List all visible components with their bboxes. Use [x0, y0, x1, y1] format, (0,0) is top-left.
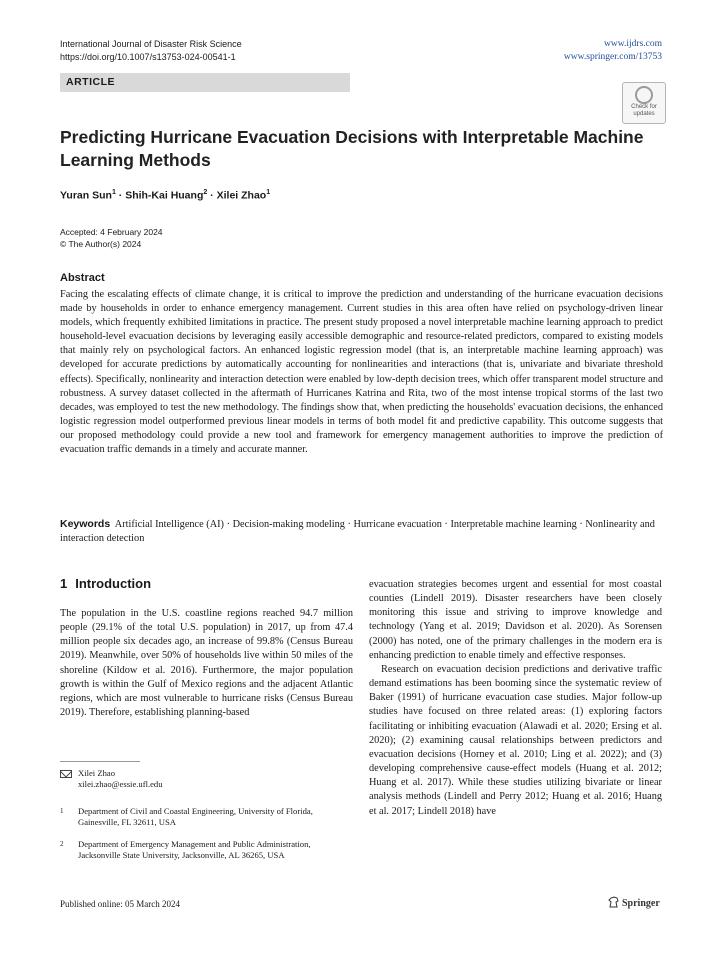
journal-name: International Journal of Disaster Risk Science — [60, 39, 242, 49]
corresponding-email[interactable]: xilei.zhao@essie.ufl.edu — [78, 779, 163, 789]
article-type-bar — [60, 73, 350, 92]
abstract-text: Facing the escalating effects of climate change, it is critical to improve the prediction and understanding of the hurricane evacuation decisions made by households in order to enhance emergency management. Current studies in this area often have relied on psychology-driven linear models, which frequently exhibited limitations in practice. The present study proposed a novel interpretable machine learning approach to predict household-level evacuation decisions by leveraging easily accessible demographic and resource-related predictors, compared to existing models that mainly rely on psychological factors. An enhanced logistic regression model (that is, an interpretable machine learning approach) was developed for accurate predictions by automatically accounting for nonlinearities and interactions (that is, univariate and bivariate threshold effects). Specifically, nonlinearity and interaction detection were enabled by low-depth decision trees, which offer transparent model structure and robustness. A survey dataset collected in the aftermath of Hurricanes Katrina and Rita, two of the most intense tropical storms of the last two decades, was employed to test the new methodology. The findings show that, when predicting the households' evacuation decisions, the enhanced logistic regression model outperformed previous linear models in terms of both model fit and predictive capability. This outcome suggests that our proposed methodology could provide a new tool and framework for emergency management authorities to improve the prediction of evacuation traffic demands in a timely and accurate manner. — [60, 289, 663, 456]
footnote-divider — [60, 761, 140, 762]
author-name[interactable]: Shih-Kai Huang — [125, 189, 204, 202]
doi-link[interactable]: https://doi.org/10.1007/s13753-024-00541-1 — [60, 52, 236, 62]
springer-link[interactable]: www.springer.com/13753 — [563, 52, 662, 62]
section-number: 1 — [60, 576, 68, 591]
affiliation-2 — [60, 839, 340, 861]
corresponding-name: Xilei Zhao — [78, 768, 115, 778]
affiliation-number: 2 — [60, 840, 64, 848]
author-list — [60, 189, 270, 202]
corresponding-author — [60, 768, 163, 790]
intro-left-column: The population in the U.S. coastline regions reached 94.7 million people (29.1% of the total U.S. population) in 2017, up from 47.4 million people six decades ago, an increase of 99.8% (Census Bureau 2019). Meanwhile, over 50% of households live within 50 miles of the shoreline (Kildow et al. 2016). Furthermore, the major population growth is within the Gulf of Mexico regions and the adjacent Atlantic regions, which are most vulnerable to hurricane risks (Census Bureau 2019). Therefore, establishing planning-based — [60, 608, 353, 719]
envelope-icon — [60, 770, 72, 778]
keywords — [60, 517, 660, 546]
journal-links — [564, 38, 662, 64]
copyright-notice: © The Author(s) 2024 — [60, 239, 142, 249]
intro-right-column — [369, 578, 662, 819]
journal-info — [60, 38, 242, 64]
paper-title: Predicting Hurricane Evacuation Decisions with Interpretable Machine Learning Methods — [60, 127, 644, 170]
intro-paragraph: Research on evacuation decision predictions and derivative traffic demand estimations has been booming since the systematic review of Baker (1991) of hurricane evacuation case studies. Major follow-up studies have focused on three related areas: (1) exploring factors facilitating or inhibiting evacuation (Alawadi et al. 2020; Ersing et al. 2020); (2) examining causal relationships between predictors and evacuation decisions (Horney et al. 2010; Ling et al. 2022); and (3) developing comprehensive cause-effect models (Huang et al. 2012; Huang et al. 2017). While these studies utilizing bivariate or linear analysis methods (Lindell and Perry 2012; Huang et al. 2016; Huang et al. 2017; Lindell 2018) have — [369, 663, 662, 817]
publisher-name: Springer — [622, 898, 660, 909]
ijdrs-link[interactable]: www.ijdrs.com — [604, 39, 662, 49]
section-title: Introduction — [75, 576, 152, 591]
affiliation-1 — [60, 806, 340, 828]
affiliation-marker: 2 — [203, 189, 208, 196]
author-name[interactable]: Xilei Zhao — [216, 189, 267, 202]
affiliation-marker: 1 — [266, 189, 271, 196]
affiliation-marker: 1 — [111, 189, 116, 196]
article-label: ARTICLE — [66, 76, 115, 88]
publisher-logo — [608, 896, 660, 909]
keywords-heading: Keywords — [60, 518, 111, 530]
author-separator: · — [115, 189, 126, 202]
check-for-updates-badge[interactable] — [622, 82, 666, 124]
published-online: Published online: 05 March 2024 — [60, 899, 180, 909]
keywords-text: Artificial Intelligence (AI) · Decision-making modeling · Hurricane evacuation · Interpretable machine learning · Nonlinearity and interaction detection — [60, 519, 655, 544]
publication-dates — [60, 226, 163, 250]
intro-paragraph: evacuation strategies becomes urgent and essential for most coastal counties (Lindell 2019). Disaster researchers have been closely monitoring this issue and striving to improve knowledge and technology (Yang et al. 2019; Davidson et al. 2020). As Sorensen (2000) has noted, one of the primary challenges in the modern era is enhancing prediction to enable timely and effective responses. — [369, 579, 662, 661]
abstract-heading: Abstract — [60, 272, 105, 284]
update-check-icon — [635, 86, 653, 104]
affiliation-text: Department of Civil and Coastal Engineering, University of Florida, Gainesville, FL 32611, USA — [78, 806, 313, 827]
affiliation-text: Department of Emergency Management and Public Administration, Jacksonville State University, Jacksonville, AL 36265, USA — [78, 839, 311, 860]
check-updates-label: Check for updates — [631, 104, 657, 117]
author-name[interactable]: Yuran Sun — [60, 189, 112, 202]
section-heading — [60, 576, 151, 591]
affiliation-number: 1 — [60, 807, 64, 815]
springer-horse-icon — [608, 896, 619, 908]
accepted-date: Accepted: 4 February 2024 — [60, 227, 163, 237]
author-separator: · — [207, 189, 217, 202]
